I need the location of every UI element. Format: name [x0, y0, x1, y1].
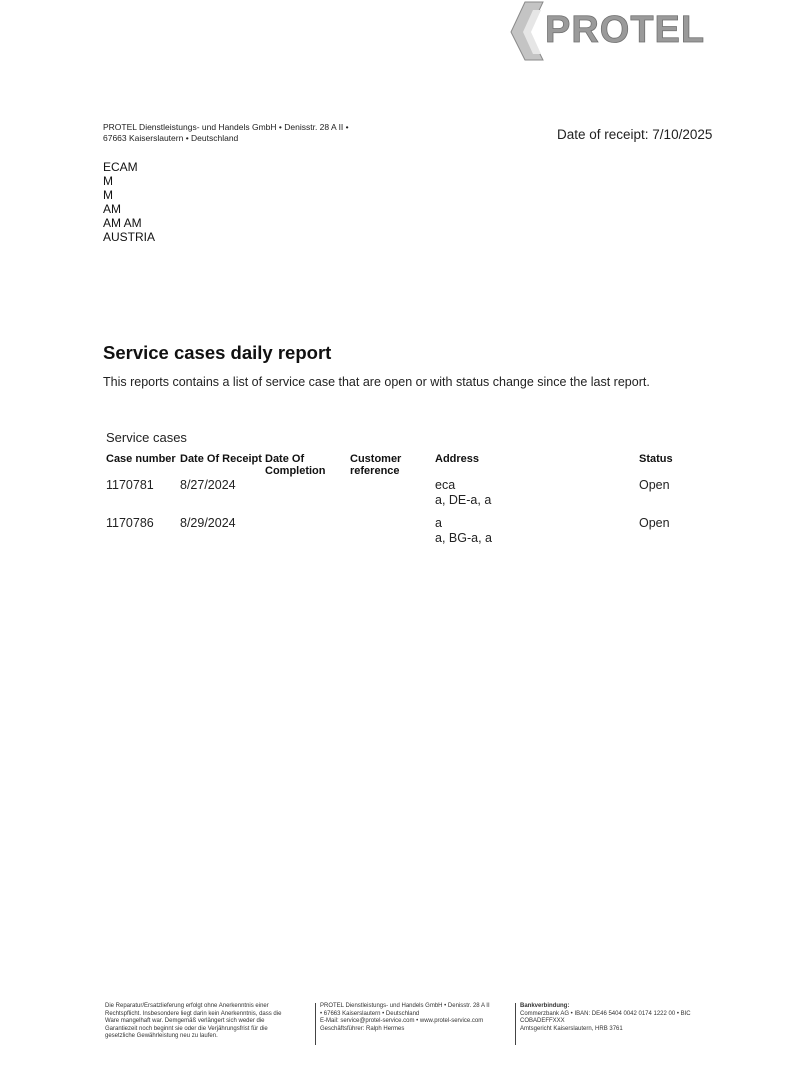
column-header-customer-reference-line-2: reference — [350, 465, 400, 477]
cell-address — [435, 516, 492, 546]
footer-legal-line: Ware mangelhaft war. Demgemäß verlängert sich weder die — [105, 1018, 265, 1025]
logo-wordmark: PROTEL — [545, 9, 706, 51]
column-header-customer-reference-line-1: Customer — [350, 453, 402, 465]
cell-date-of-receipt: 8/29/2024 — [180, 516, 236, 530]
footer-bank-info — [515, 1003, 720, 1045]
recipient-line-3: M — [103, 188, 113, 202]
column-header-date-of-receipt: Date Of Receipt — [180, 453, 262, 465]
footer-bank-line: COBADEFFXXX — [520, 1018, 565, 1025]
recipient-line-4: AM — [103, 202, 121, 216]
cell-address-line-2: a, BG-a, a — [435, 531, 492, 545]
sender-address-line-2: 67663 Kaiserslautern • Deutschland — [103, 133, 239, 143]
cell-case-number: 1170786 — [106, 516, 154, 530]
table-row — [106, 478, 706, 516]
page-footer — [105, 1003, 715, 1045]
column-header-date-of-completion-line-2: Completion — [265, 465, 326, 477]
column-header-customer-reference — [350, 453, 401, 477]
report-intro: This reports contains a list of service case that are open or with status change since the last report. — [103, 375, 650, 389]
cell-status: Open — [639, 478, 670, 492]
sender-address-line-1: PROTEL Dienstleistungs- und Handels GmbH • Denisstr. 28 A II • — [103, 122, 349, 132]
footer-legal-line: gesetzliche Gewährleistung neu zu laufen. — [105, 1033, 218, 1040]
recipient-line-5: AM AM — [103, 216, 142, 230]
recipient-address — [103, 160, 155, 244]
footer-legal-line: Rechtspflicht. Insbesondere liegt darin kein Anerkenntnis, dass die — [105, 1010, 282, 1017]
service-cases-label: Service cases — [106, 430, 187, 445]
column-header-case-number: Case number — [106, 453, 176, 465]
cell-case-number: 1170781 — [106, 478, 154, 492]
footer-bank-title: Bankverbindung: — [520, 1003, 570, 1009]
cell-address — [435, 478, 491, 508]
cell-date-of-receipt: 8/27/2024 — [180, 478, 236, 492]
column-header-date-of-completion — [265, 453, 326, 477]
footer-company-line: • 67663 Kaiserslautern • Deutschland — [320, 1010, 420, 1017]
footer-company-line: PROTEL Dienstleistungs- und Handels GmbH • Denisstr. 28 A II — [320, 1003, 490, 1009]
footer-company-line: E-Mail: service@protel-service.com • www.protel-service.com — [320, 1018, 484, 1025]
column-header-status: Status — [639, 453, 673, 465]
footer-legal-line: Garantiezeit noch beginnt sie oder die Verjährungsfrist für die — [105, 1025, 268, 1032]
report-title: Service cases daily report — [103, 342, 332, 363]
protel-logo-graphic — [505, 0, 715, 62]
cell-status: Open — [639, 516, 670, 530]
protel-logo — [505, 0, 715, 62]
column-header-date-of-completion-line-1: Date Of — [265, 453, 305, 465]
cell-address-line-1: eca — [435, 478, 456, 492]
date-of-receipt: Date of receipt: 7/10/2025 — [557, 127, 713, 142]
footer-bank-line: Commerzbank AG • IBAN: DE46 5404 0042 0174 1222 00 • BIC — [520, 1010, 691, 1017]
footer-company-info — [315, 1003, 510, 1045]
recipient-line-1: ECAM — [103, 160, 138, 174]
recipient-line-6: AUSTRIA — [103, 230, 156, 244]
footer-company-line: Geschäftsführer: Ralph Hermes — [320, 1025, 405, 1032]
sender-address — [103, 122, 349, 144]
footer-legal-notice — [105, 1003, 305, 1041]
recipient-line-2: M — [103, 174, 113, 188]
cell-address-line-2: a, DE-a, a — [435, 493, 492, 507]
table-body — [106, 478, 706, 554]
footer-bank-line: Amtsgericht Kaiserslautern, HRB 3761 — [520, 1025, 623, 1032]
footer-legal-line: Die Reparatur/Ersatzlieferung erfolgt ohne Anerkenntnis einer — [105, 1003, 269, 1009]
cell-address-line-1: a — [435, 516, 442, 530]
table-row — [106, 516, 706, 554]
column-header-address: Address — [435, 453, 480, 465]
